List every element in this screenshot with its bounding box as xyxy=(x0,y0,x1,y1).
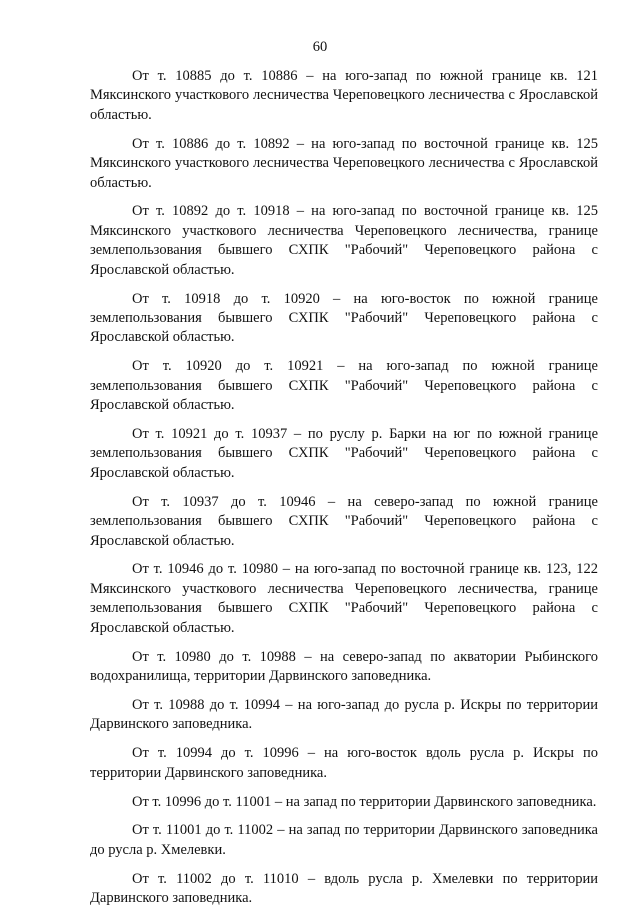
paragraph: От т. 11002 до т. 11010 – вдоль русла р. Хмелевки по территории Дарвинского заповедника. xyxy=(90,870,598,907)
page-number: 60 xyxy=(312,39,328,55)
paragraph: От т. 11001 до т. 11002 – на запад по территории Дарвинского заповедника до русла р. Хмелевки. xyxy=(90,822,598,858)
paragraph: От т. 10980 до т. 10988 – на северо-запад по акватории Рыбинского водохранилища, территории Дарвинского заповедника. xyxy=(90,648,598,684)
paragraph: От т. 10946 до т. 10980 – на юго-запад по восточной границе кв. 123, 122 Мяксинского участкового лесничества Череповецкого лесничества, границе землепользования бывшего СХПК "Рабочий" Череповецкого района с Ярославской областью. xyxy=(90,561,598,636)
paragraph: От т. 10921 до т. 10937 – по руслу р. Барки на юг по южной границе землепользования бывшего СХПК "Рабочий" Череповецкого района с Ярославской областью. xyxy=(90,426,598,481)
paragraph: От т. 10920 до т. 10921 – на юго-запад по южной границе землепользования бывшего СХПК "Рабочий" Череповецкого района с Ярославской областью. xyxy=(90,358,598,414)
paragraph: От т. 10886 до т. 10892 – на юго-запад по восточной границе кв. 125 Мяксинского участкового лесничества Череповецкого лесничества с Ярославской областью. xyxy=(90,135,598,191)
paragraph: От т. 10937 до т. 10946 – на северо-запад по южной границе землепользования бывшего СХПК "Рабочий" Череповецкого района с Ярославской областью. xyxy=(90,493,598,549)
paragraph: От т. 10918 до т. 10920 – на юго-восток по южной границе землепользования бывшего СХПК "Рабочий" Череповецкого района с Ярославской областью. xyxy=(90,290,598,346)
paragraph: От т. 10892 до т. 10918 – на юго-запад по восточной границе кв. 125 Мяксинского участкового лесничества Череповецкого лесничества, границе землепользования бывшего СХПК "Рабочий" Череповецкого района с Ярославской областью. xyxy=(90,203,598,278)
paragraph: От т. 10996 до т. 11001 – на запад по территории Дарвинского заповедника. xyxy=(132,793,597,810)
document-body xyxy=(90,67,598,918)
paragraph: От т. 10885 до т. 10886 – на юго-запад по южной границе кв. 121 Мяксинского участкового лесничества Череповецкого лесничества с Ярославской областью. xyxy=(90,68,598,123)
paragraph: От т. 10988 до т. 10994 – на юго-запад до русла р. Искры по территории Дарвинского заповедника. xyxy=(90,696,598,733)
paragraph: От т. 10994 до т. 10996 – на юго-восток вдоль русла р. Искры по территории Дарвинского заповедника. xyxy=(90,745,598,781)
